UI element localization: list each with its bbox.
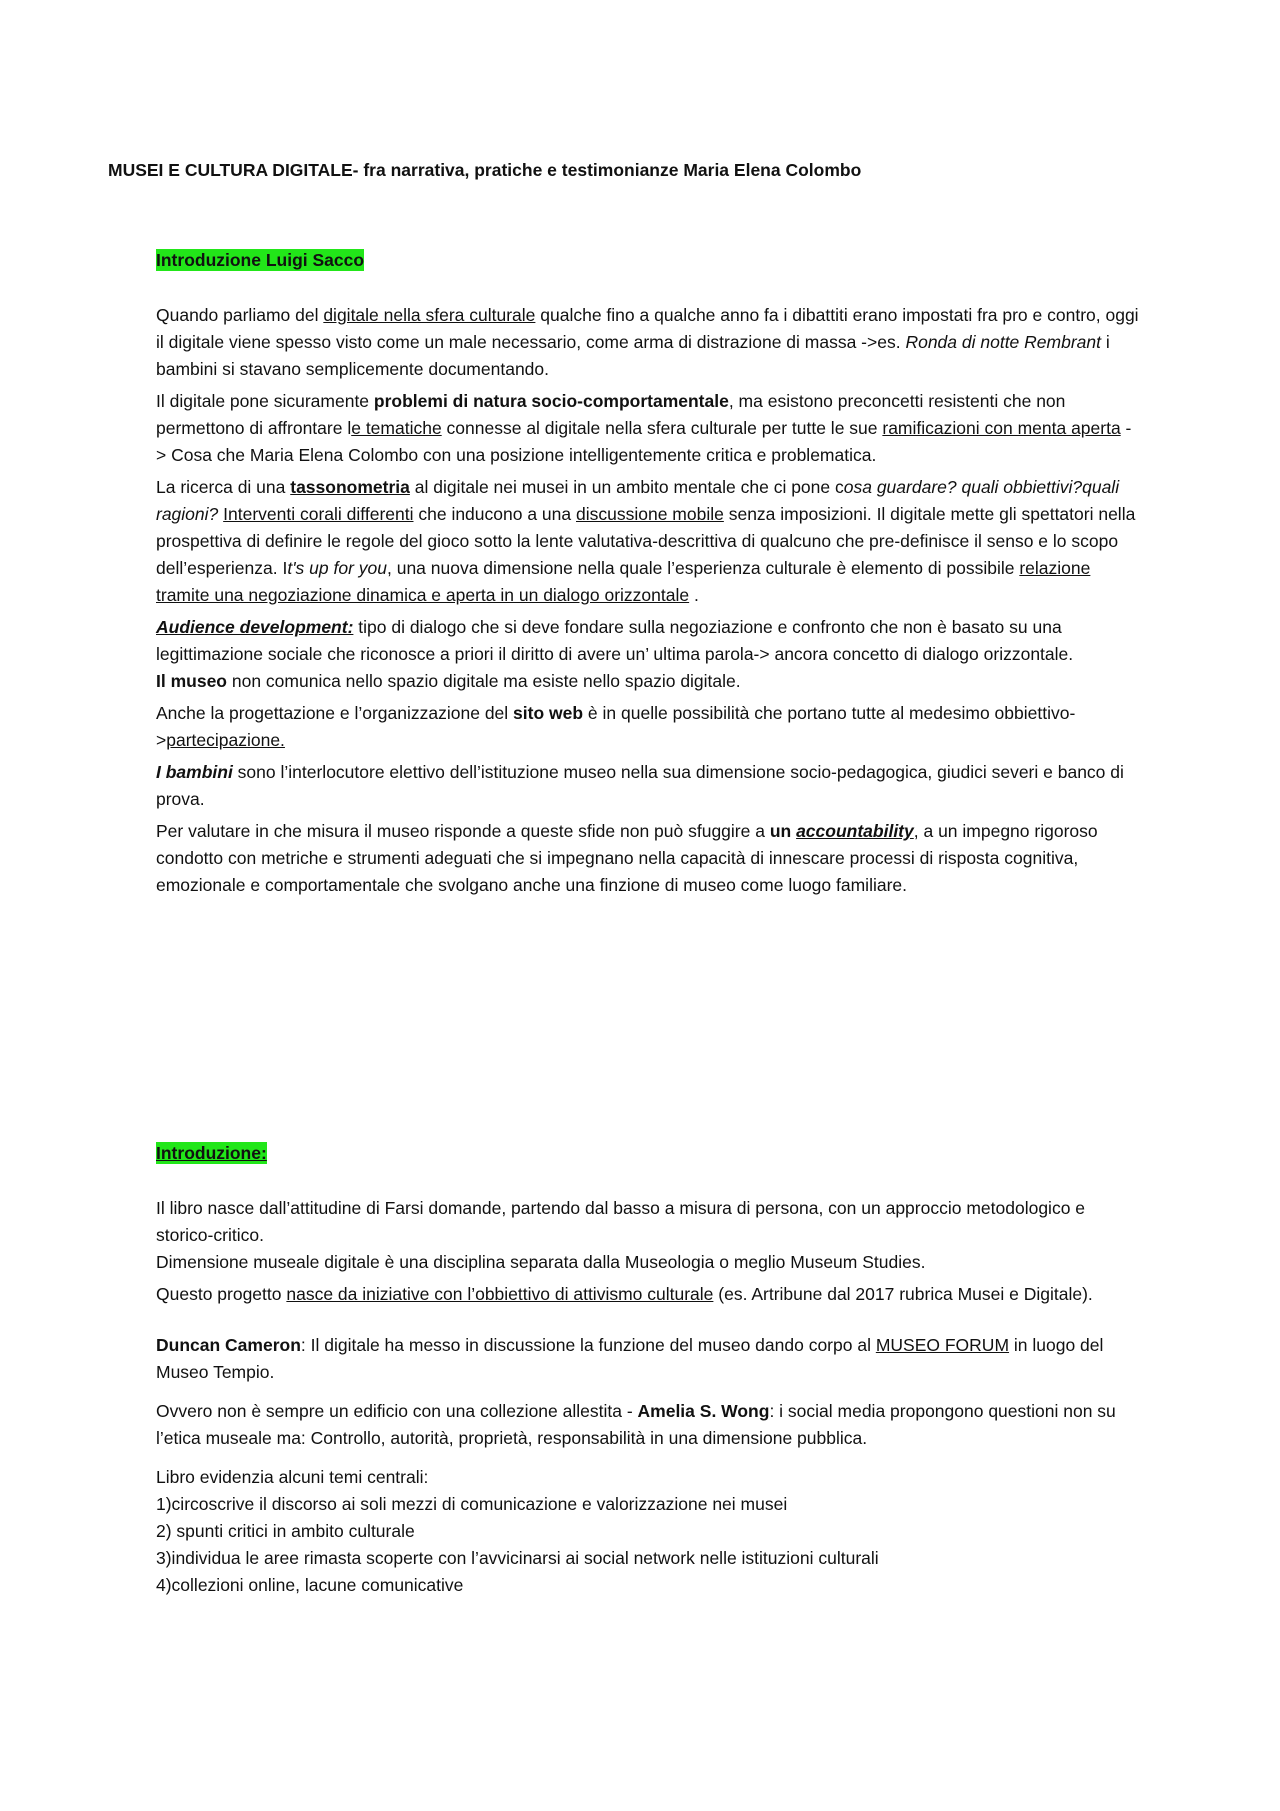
text-run: che inducono a una — [413, 504, 576, 524]
text-run: Il digitale pone sicuramente — [156, 391, 374, 411]
text-run: qualche fino a qualche anno fa i dibattiti erano impostati fra pro e contro, oggi il digitale viene spesso visto come un male necessario, come arma di distrazione di massa ->es. — [156, 305, 1139, 352]
paragraph — [156, 759, 1141, 813]
document-title: MUSEI E CULTURA DIGITALE- fra narrativa, pratiche e testimonianze Maria Elena Colombo — [108, 160, 862, 180]
bold-text: Duncan Cameron — [156, 1335, 301, 1355]
paragraph — [156, 302, 1141, 383]
italic-text: Ronda di notte Rembrant — [905, 332, 1101, 352]
bold-italic-underlined-text: Audience development: — [156, 617, 354, 637]
paragraph: Il libro nasce dall’attitudine di Farsi domande, partendo dal basso a misura di persona, con un approccio metodologico e storico-critico. — [156, 1198, 1086, 1245]
italic-text: t's up for you — [287, 558, 387, 578]
text-run: La ricerca di una — [156, 477, 291, 497]
paragraph — [156, 700, 1141, 754]
section-introduzione — [156, 1140, 1141, 1599]
paragraph: Dimensione museale digitale è una disciplina separata dalla Museologia o meglio Museum Studies. — [156, 1252, 926, 1272]
text-run: Per valutare in che misura il museo risponde a queste sfide non può sfuggire a — [156, 821, 770, 841]
bold-underlined-text: tassonometria — [290, 477, 410, 497]
section-heading — [156, 247, 1141, 274]
text-run: Ovvero non è sempre un edificio con una collezione allestita - — [156, 1401, 638, 1421]
text-run: : i social media propongono questioni non su l’etica museale ma: Controllo, autorità, proprietà, responsabilità in una dimensione pubblica. — [156, 1401, 1116, 1448]
underlined-text: relazione tramite una negoziazione dinamica e aperta in un dialogo orizzontale — [156, 558, 1091, 605]
underlined-text: Interventi corali differenti — [223, 504, 414, 524]
bold-text: un — [769, 821, 797, 841]
text-run: , a un impegno rigoroso condotto con metriche e strumenti adeguati che si impegnano nella capacità di innescare processi di risposta cognitiva, emozionale e comportamentale che svolgano anche una finzione di museo come luogo familiare. — [156, 821, 1098, 895]
section-luigi-sacco — [156, 247, 1141, 899]
text-run: non comunica nello spazio digitale ma esiste nello spazio digitale. — [227, 671, 741, 691]
underlined-text: discussione mobile — [576, 504, 724, 524]
text-run: : Il digitale ha messo in discussione la funzione del museo dando corpo al — [300, 1335, 876, 1355]
list-intro: Libro evidenzia alcuni temi centrali: — [156, 1467, 429, 1487]
paragraph — [156, 388, 1141, 469]
text-run: sono l’interlocutore elettivo dell’istituzione museo nella sua dimensione socio-pedagogica, giudici severi e banco di prova. — [156, 762, 1124, 809]
bold-italic-underlined-text: accountability — [796, 821, 914, 841]
text-run: connesse al digitale nella sfera culturale per tutte le sue — [441, 418, 883, 438]
section-heading-text: Introduzione Luigi Sacco — [156, 250, 365, 270]
bold-text: Il museo — [156, 671, 227, 691]
section-heading — [156, 1140, 1141, 1167]
underlined-text: e tematiche — [351, 418, 442, 438]
text-run: in luogo del Museo Tempio. — [156, 1335, 1104, 1382]
text-run: (es. Artribune dal 2017 rubrica Musei e Digitale). — [713, 1284, 1093, 1304]
italic-text: osa guardare? quali obbiettivi?quali ragioni? — [156, 477, 1120, 524]
paragraph — [156, 474, 1141, 609]
list-item: 4)collezioni online, lacune comunicative — [156, 1575, 464, 1595]
paragraph — [156, 614, 1141, 668]
bold-italic-text: I bambini — [156, 762, 233, 782]
paragraph — [156, 1332, 1141, 1386]
text-run: Anche la progettazione e l’organizzazione del — [156, 703, 514, 723]
list-item: 1)circoscrive il discorso ai soli mezzi di comunicazione e valorizzazione nei musei — [156, 1494, 788, 1514]
text-run: . — [689, 585, 699, 605]
underlined-text: nasce da iniziative con l’obbiettivo di attivismo culturale — [286, 1284, 714, 1304]
text-run: , una nuova dimensione nella quale l’esperienza culturale è elemento di possibile — [386, 558, 1020, 578]
bold-text: Amelia S. Wong — [637, 1401, 770, 1421]
list-item: 3)individua le aree rimasta scoperte con l’avvicinarsi ai social network nelle istituzioni culturali — [156, 1548, 879, 1568]
paragraph — [156, 1281, 1141, 1308]
text-run: senza imposizioni. Il digitale mette gli spettatori nella prospettiva di definire le regole del gioco sotto la lente valutativa-descrittiva di qualcuno che pre-definisce il senso e lo scopo dell’esperienza. I — [156, 504, 1136, 578]
text-run: è in quelle possibilità che portano tutte al medesimo obbiettivo-> — [156, 703, 1076, 750]
bold-text: sito web — [513, 703, 584, 723]
list-item: 2) spunti critici in ambito culturale — [156, 1521, 415, 1541]
underlined-text: ramificazioni con menta aperta — [882, 418, 1121, 438]
text-run: tipo di dialogo che si deve fondare sulla negoziazione e confronto che non è basato su una legittimazione sociale che riconosce a priori il diritto di avere un’ ultima parola-> ancora concetto di dialogo orizzontale. — [156, 617, 1074, 664]
bold-text: problemi di natura socio-comportamentale — [373, 391, 729, 411]
text-run: , ma esistono preconcetti resistenti che non permettono di affrontare l — [156, 391, 1066, 438]
paragraph — [156, 1398, 1141, 1452]
underlined-text: partecipazione. — [166, 730, 285, 750]
paragraph — [156, 818, 1141, 899]
section-heading-text: Introduzione: — [156, 1143, 267, 1163]
text-run: Questo progetto — [156, 1284, 287, 1304]
text-run: -> Cosa che Maria Elena Colombo con una posizione intelligentemente critica e problematica. — [156, 418, 1132, 465]
text-run: Quando parliamo del — [156, 305, 324, 325]
underlined-text: digitale nella sfera culturale — [323, 305, 536, 325]
underlined-text: MUSEO FORUM — [875, 1335, 1010, 1355]
text-run: i bambini si stavano semplicemente documentando. — [156, 332, 1110, 379]
paragraph — [156, 668, 1141, 695]
text-run: al digitale nei musei in un ambito mentale che ci pone c — [409, 477, 844, 497]
